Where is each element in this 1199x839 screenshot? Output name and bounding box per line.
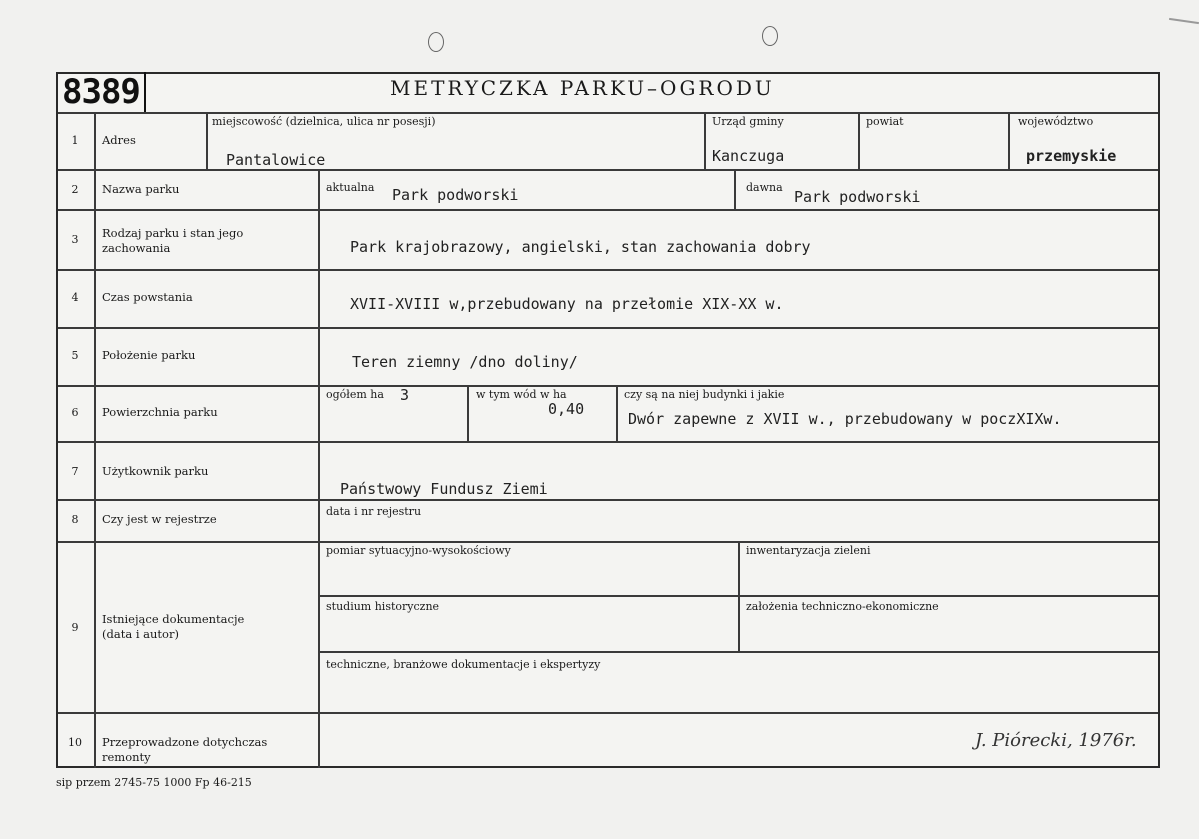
row-number: 3 bbox=[71, 233, 79, 246]
paper-edge-mark bbox=[1169, 18, 1199, 24]
page-title: METRYCZKA PARKU–OGRODU bbox=[390, 76, 775, 100]
row-label-date: Czas powstania bbox=[102, 290, 193, 304]
punch-hole-left bbox=[428, 32, 444, 52]
park-type-value: Park krajobrazowy, angielski, stan zachowania dobry bbox=[350, 238, 811, 256]
row-number: 9 bbox=[71, 621, 79, 634]
register-label: data i nr rejestru bbox=[326, 505, 422, 518]
row-number: 7 bbox=[71, 465, 79, 478]
row-label-repairs: Przeprowadzone dotychczas remonty bbox=[102, 735, 268, 764]
row-label-location: Położenie parku bbox=[102, 348, 196, 362]
former-name-value: Park podworski bbox=[794, 188, 921, 206]
gmina-label: Urząd gminy bbox=[712, 115, 784, 128]
park-user-value: Państwowy Fundusz Ziemi bbox=[340, 480, 548, 498]
water-area-value: 0,40 bbox=[548, 400, 585, 418]
tech-econ-label: założenia techniczno-ekonomiczne bbox=[746, 600, 939, 613]
row-label-user: Użytkownik parku bbox=[102, 464, 209, 478]
greenery-label: inwentaryzacja zieleni bbox=[746, 544, 871, 557]
row-label-name: Nazwa parku bbox=[102, 182, 180, 196]
current-name-value: Park podworski bbox=[392, 186, 519, 204]
locality-value: Pantalowice bbox=[226, 151, 326, 169]
row-label-docs: Istniejące dokumentacje (data i autor) bbox=[102, 612, 245, 641]
buildings-label: czy są na niej budynki i jakie bbox=[624, 388, 785, 401]
location-value: Teren ziemny /dno doliny/ bbox=[352, 353, 578, 371]
former-name-label: dawna bbox=[746, 181, 783, 194]
form-number-stamp: 8389 bbox=[62, 72, 146, 112]
print-footer: sip przem 2745-75 1000 Fp 46-215 bbox=[56, 776, 252, 789]
powiat-label: powiat bbox=[866, 115, 904, 128]
row-number: 2 bbox=[71, 183, 79, 196]
handwritten-signature: J. Piórecki, 1976r. bbox=[975, 730, 1137, 751]
row-number: 5 bbox=[71, 349, 79, 362]
row-label-address: Adres bbox=[102, 133, 136, 147]
survey-label: pomiar sytuacyjno-wysokościowy bbox=[326, 544, 511, 557]
buildings-value: Dwór zapewne z XVII w., przebudowany w poczXIXw. bbox=[628, 410, 1062, 428]
creation-date-value: XVII-XVIII w,przebudowany na przełomie XIX-XX w. bbox=[350, 295, 784, 313]
row-number: 1 bbox=[71, 134, 79, 147]
current-name-label: aktualna bbox=[326, 181, 375, 194]
gmina-value: Kanczuga bbox=[712, 147, 785, 165]
technical-docs-label: techniczne, branżowe dokumentacje i ekspertyzy bbox=[326, 658, 601, 671]
punch-hole-right bbox=[762, 26, 778, 46]
row-number: 10 bbox=[68, 736, 82, 749]
row-label-type: Rodzaj parku i stan jego zachowania bbox=[102, 226, 244, 255]
history-study-label: studium historyczne bbox=[326, 600, 440, 613]
water-area-label: w tym wód w ha bbox=[476, 388, 567, 401]
row-number: 8 bbox=[71, 513, 79, 526]
locality-label: miejscowość (dzielnica, ulica nr posesji) bbox=[212, 115, 436, 128]
voivodeship-value: przemyskie bbox=[1026, 147, 1117, 165]
total-area-value: 3 bbox=[400, 386, 410, 404]
row-number: 4 bbox=[71, 291, 79, 304]
row-number: 6 bbox=[71, 406, 79, 419]
voivodeship-label: województwo bbox=[1018, 115, 1094, 128]
row-label-area: Powierzchnia parku bbox=[102, 405, 218, 419]
row-label-register: Czy jest w rejestrze bbox=[102, 512, 217, 526]
total-area-label: ogółem ha bbox=[326, 388, 384, 401]
